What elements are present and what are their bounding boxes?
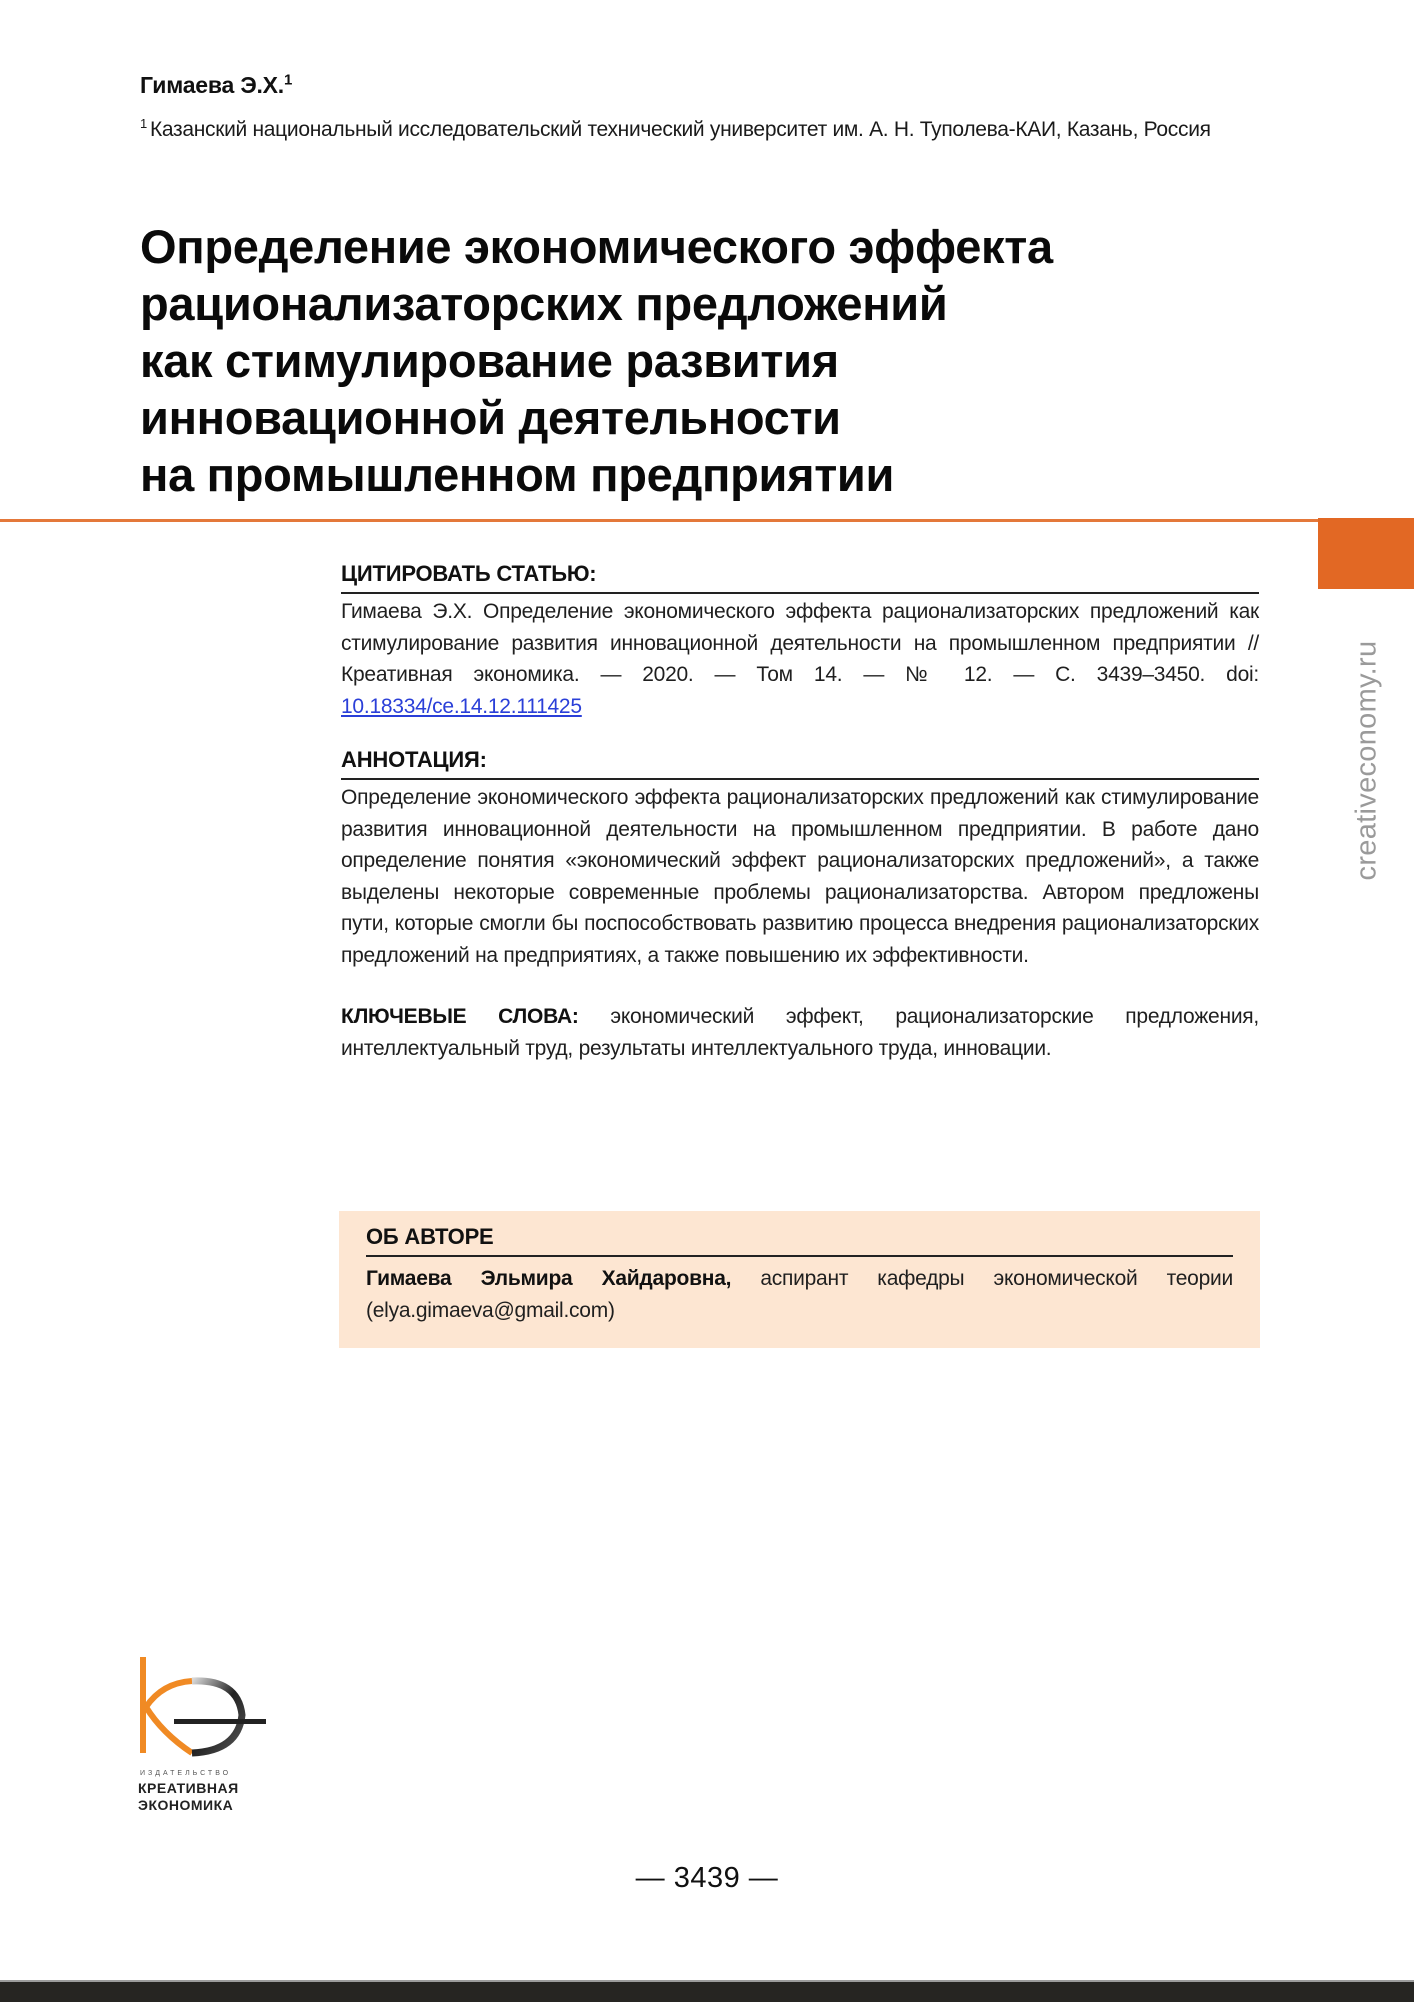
publisher-name-line1: КРЕАТИВНАЯ	[138, 1780, 239, 1796]
about-body	[366, 1263, 1233, 1326]
publisher-name-line2: ЭКОНОМИКА	[138, 1797, 234, 1813]
site-label-vertical	[1337, 620, 1397, 900]
spacer	[341, 971, 1259, 1001]
title-line: на промышленном предприятии	[140, 448, 895, 501]
about-author-box	[339, 1211, 1260, 1348]
viewer-bottom-bar	[0, 1980, 1414, 2002]
cite-section	[341, 560, 1259, 722]
title-line: инновационной деятельности	[140, 391, 841, 444]
spacer	[341, 722, 1259, 746]
affiliation	[140, 115, 1260, 145]
title-line: Определение экономического эффекта	[140, 220, 1053, 273]
orange-divider	[0, 519, 1320, 522]
about-author-name: Гимаева Эльмира Хайдаровна,	[366, 1267, 732, 1290]
publisher-small-label: ИЗДАТЕЛЬСТВО	[140, 1770, 232, 1777]
title-line: как стимулирование развития	[140, 334, 839, 387]
author-superscript: 1	[284, 71, 293, 89]
affiliation-superscript: 1	[140, 116, 147, 131]
keywords-label: КЛЮЧЕВЫЕ СЛОВА:	[341, 1005, 579, 1028]
about-author-text: аспирант кафедры экономической теории (elya.gimaeva@gmail.com)	[366, 1267, 1233, 1322]
article-meta-column	[341, 560, 1259, 1064]
publisher-logo	[138, 1655, 268, 1815]
abstract-section	[341, 746, 1259, 971]
affiliation-text: Казанский национальный исследовательский технический университет им. А. Н. Туполева-КАИ, Казань, Россия	[149, 118, 1211, 141]
author-name	[140, 72, 292, 99]
author-short: Гимаева Э.Х.	[140, 72, 285, 98]
article-title	[140, 218, 1290, 503]
cite-body	[341, 596, 1259, 722]
site-url: creativeconomy.ru	[1350, 640, 1383, 880]
title-line: рационализаторских предложений	[140, 277, 948, 330]
abstract-heading: АННОТАЦИЯ:	[341, 746, 1259, 780]
cite-heading: ЦИТИРОВАТЬ СТАТЬЮ:	[341, 560, 1259, 594]
orange-tab-marker	[1318, 518, 1414, 589]
cite-text: Гимаева Э.Х. Определение экономического эффекта рационализаторских предложений как стимулирование развития инновационной деятельности на промышленном предприятии // Креативная экономика. — 2020. — Том 14. — № 12. — С. 3439–3450. doi:	[341, 600, 1259, 686]
keywords-section	[341, 1001, 1259, 1064]
doi-link[interactable]: 10.18334/ce.14.12.111425	[341, 694, 582, 718]
abstract-body: Определение экономического эффекта рационализаторских предложений как стимулирование развития инновационной деятельности на промышленном предприятии. В работе дано определение понятия «экономический эффект рационализаторских предложений», а также выделены некоторые современные проблемы рационализаторства. Автором предложены пути, которые смогли бы поспособствовать развитию процесса внедрения рационализаторских предложений на предприятиях, а также повышению их эффективности.	[341, 786, 1259, 967]
page-number: — 3439 —	[635, 1862, 779, 1894]
keywords-text: экономический эффект, рационализаторские предложения, интеллектуальный труд, результаты интеллектуального труда, инновации.	[341, 1005, 1260, 1060]
ke-logo-icon	[138, 1655, 268, 1767]
about-heading: ОБ АВТОРЕ	[366, 1223, 1233, 1257]
